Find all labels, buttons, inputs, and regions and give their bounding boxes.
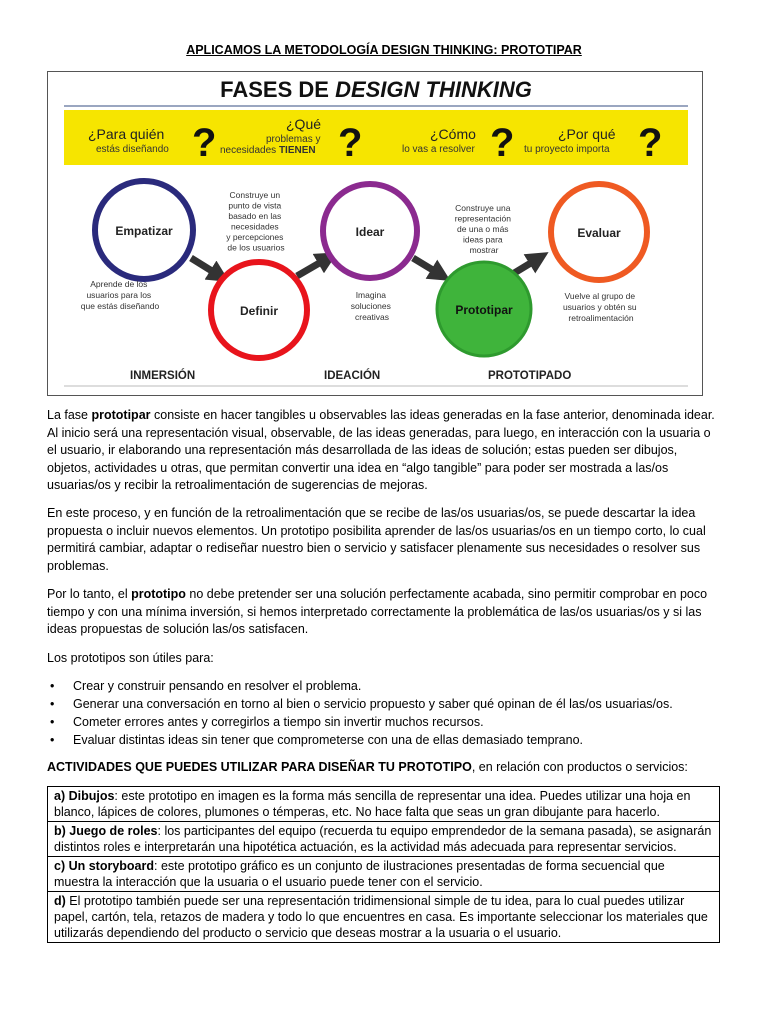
bullet-icon: • [50,715,55,729]
bullet-icon: • [50,697,55,711]
table-row [48,787,720,822]
svg-text:estás diseñando: estás diseñando [96,144,169,155]
figure-title: FASES DE DESIGN THINKING [220,77,532,102]
paragraph-utiles-para: Los prototipos son útiles para: [47,651,214,665]
note-definir: Construye un punto de vista basado en las necesidades y percepciones de los usuarios [226,190,285,253]
table-row [48,892,720,943]
activity-dibujos: a) Dibujos: este prototipo en imagen es la forma más sencilla de representar una idea. Puedes utilizar una hoja en blanco, lápices de colores, plumones o témperas, etc. No hace falta que seas un gran dibujante para hacerlo. [48,787,720,822]
svg-text:Empatizar: Empatizar [115,224,173,238]
list-item: • Generar una conversación en torno al bien o servicio propuesto y saber qué opinan de él las/os usuarias/os. [50,697,673,711]
design-thinking-diagram [48,72,703,396]
arrow-idear-prototipar [413,258,441,275]
stage-inmersion: INMERSIÓN [130,370,196,382]
note-empatizar: Aprende de los usuarios para los que estás diseñando [80,279,160,311]
arrow-empatizar-definir [191,258,220,276]
paragraph-por-lo-tanto: Por lo tanto, el prototipo no debe pretender ser una solución perfectamente acabada, sino permitir comprobar en poco tiempo y con una mínima inversión, si hemos interpretado correctamente la problemática de las/os usuarias/os y si las ideas propuestas de solución las/os satisfacen. [47,587,708,636]
question-mark-icon: ? [338,121,363,165]
note-evaluar: Vuelve al grupo de usuarios y obtén su retroalimentación [562,291,637,323]
question-mark-icon: ? [192,121,217,165]
utility-list [47,677,727,749]
question-mark-icon: ? [638,121,663,165]
phase-idear [323,184,417,278]
bullet-icon: • [50,679,55,693]
list-item: • Cometer errores antes y corregirlos a tiempo sin invertir muchos recursos. [50,715,484,729]
stage-ideacion: IDEACIÓN [324,370,381,382]
svg-text:Definir: Definir [239,304,279,318]
note-prototipar: Construye una representación de una o más ideas para mostrar [454,203,511,255]
phase-prototipar [437,262,531,356]
list-item: • Evaluar distintas ideas sin tener que comprometerse con una de ellas demasiado temprano. [50,733,584,747]
table-row [48,822,720,857]
activity-tridimensional: d) El prototipo también puede ser una representación tridimensional simple de tu idea, para lo cual puedes utilizar papel, cartón, tela, retazos de madera y todo lo que encuentres en casa. Es importante seleccionar los materiales que utilizarás dependiendo del producto o servicio que deseas mostrar a la usuaria o el usuario. [48,892,720,943]
note-idear: Imagina soluciones creativas [350,290,391,322]
activity-juego-de-roles: b) Juego de roles: los participantes del equipo (recuerda tu equipo emprendedor de la semana pasada), se asignarán distintos roles e interpretarán una hipotética actuación, es la actividad más adecuada para representar servicios. [48,822,720,857]
arrow-definir-idear [297,258,328,276]
phase-evaluar [551,184,647,280]
activity-storyboard: c) Un storyboard: este prototipo gráfico es un conjunto de ilustraciones presentadas de forma secuencial que muestra la interacción que la usuaria o el usuario puede tener con el servicio. [48,857,720,892]
svg-text:lo vas a resolver: lo vas a resolver [402,144,475,155]
svg-text:¿Por qué: ¿Por qué [558,126,616,142]
list-item: • Crear y construir pensando en resolver el problema. [50,679,362,693]
paragraph-prototipar: La fase prototipar consiste en hacer tangibles u observables las ideas generadas en la fase anterior, denominada idear. Al inicio será una representación visual, observable, de las ideas generadas, para luego, en interacción con la usuaria o el usuario, ir elaborando una representación más desarrollada de las ideas de solución; estas pueden ser dibujos, objetos, actividades u otras, que permitan convertir una idea en “algo tangible” para poder ser mostrada a las/os usuarias/os y recibir la retroalimentación de sugerencias de mejoras. [47,408,715,492]
design-thinking-figure [47,71,703,396]
svg-text:Prototipar: Prototipar [455,303,513,317]
svg-text:tu proyecto importa: tu proyecto importa [524,144,610,155]
table-row [48,857,720,892]
svg-text:¿Para quién: ¿Para quién [88,126,165,142]
document-title: APLICAMOS LA METODOLOGÍA DESIGN THINKING: PROTOTIPAR [186,43,582,57]
svg-text:Evaluar: Evaluar [577,226,621,240]
svg-text:problemas y: problemas y [266,134,321,145]
activities-heading: ACTIVIDADES QUE PUEDES UTILIZAR PARA DISEÑAR TU PROTOTIPO, en relación con productos o servicios: [47,760,688,774]
stage-prototipado: PROTOTIPADO [488,370,572,382]
svg-text:necesidades TIENEN: necesidades TIENEN [220,145,316,156]
svg-text:¿Cómo: ¿Cómo [430,126,476,142]
phase-definir [211,262,307,358]
phase-empatizar [95,181,193,279]
svg-text:Idear: Idear [355,225,385,239]
question-mark-icon: ? [490,121,515,165]
bullet-icon: • [50,733,55,747]
activities-table [47,786,720,943]
svg-text:¿Qué: ¿Qué [286,116,322,132]
paragraph-proceso: En este proceso, y en función de la retroalimentación que se recibe de las/os usuarias/os, se puede descartar la idea propuesta o incluir nuevos elementos. Un prototipo posibilita aprender de las/os usuarias/os en un tiempo corto, lo cual permitirá cambiar, adaptar o rediseñar nuestro bien o servicio y satisfacer plenamente sus necesidades o resolver sus problemas. [47,506,706,573]
